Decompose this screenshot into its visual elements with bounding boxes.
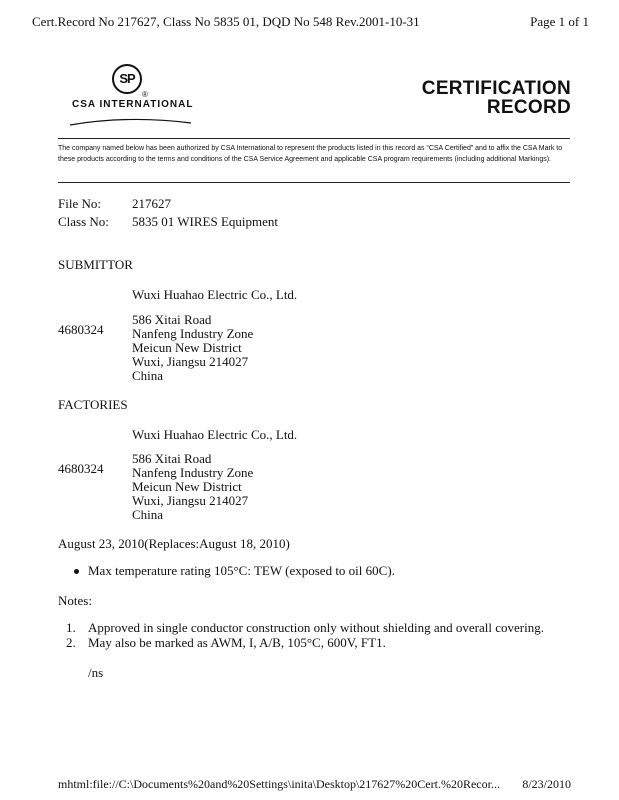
footer-date: 8/23/2010: [522, 777, 571, 791]
logo-org-name: CSA INTERNATIONAL: [72, 99, 194, 110]
submitter-address: [132, 313, 253, 383]
factory-name: Wuxi Huahao Electric Co., Ltd.: [132, 427, 298, 442]
record-date: August 23, 2010(Replaces:August 18, 2010): [58, 536, 290, 551]
author-initials: /ns: [88, 665, 104, 680]
submitter-heading: SUBMITTOR: [58, 257, 133, 272]
temperature-rating: Max temperature rating 105°C: TEW (exposed to oil 60C).: [88, 563, 395, 578]
factory-address: [132, 452, 253, 522]
address-line: Meicun New District: [132, 340, 242, 355]
file-no-label: File No:: [58, 196, 101, 211]
address-line: 586 Xitai Road: [132, 312, 212, 327]
address-line: Meicun New District: [132, 479, 242, 494]
csa-logo: [68, 62, 193, 128]
note-text: May also be marked as AWM, I, A/B, 105°C, 600V, FT1.: [88, 635, 386, 650]
divider-top: [58, 138, 570, 139]
note-number: 2.: [66, 635, 76, 650]
class-no-value: 5835 01 WIRES Equipment: [132, 214, 279, 229]
address-line: China: [132, 507, 164, 522]
logo-swoosh-icon: [68, 114, 193, 128]
submitter-name: Wuxi Huahao Electric Co., Ltd.: [132, 287, 298, 302]
authorization-statement: The company named below has been authorized by CSA International to represent the products listed in this record as “CSA Certified” and to affix the CSA Mark to these products according to the terms and conditions of the CSA Service Agreement and applicable CSA program requirements (including additional Markings).: [58, 145, 563, 163]
csa-mark-icon: SP: [112, 64, 142, 94]
bullet-icon: [74, 569, 79, 574]
address-line: Nanfeng Industry Zone: [132, 465, 254, 480]
address-line: Nanfeng Industry Zone: [132, 326, 254, 341]
record-title: RECORD: [486, 97, 571, 118]
address-line: Wuxi, Jiangsu 214027: [132, 354, 249, 369]
record-header: Cert.Record No 217627, Class No 5835 01, DQD No 548 Rev.2001-10-31: [32, 14, 420, 29]
address-line: China: [132, 368, 164, 383]
address-line: 586 Xitai Road: [132, 451, 212, 466]
footer-file-path: mhtml:file://C:\Documents%20and%20Settings\inita\Desktop\217627%20Cert.%20Recor...: [58, 777, 500, 791]
notes-heading: Notes:: [58, 593, 92, 608]
class-no-label: Class No:: [58, 214, 109, 229]
address-line: Wuxi, Jiangsu 214027: [132, 493, 249, 508]
page-number: Page 1 of 1: [530, 14, 589, 29]
submitter-id: 4680324: [58, 322, 104, 337]
registered-mark: ®: [142, 90, 148, 99]
file-no-value: 217627: [132, 196, 171, 211]
factory-id: 4680324: [58, 461, 104, 476]
divider-bottom: [58, 182, 570, 183]
certification-title: CERTIFICATION: [421, 78, 571, 99]
factories-heading: FACTORIES: [58, 397, 128, 412]
note-number: 1.: [66, 620, 76, 635]
note-text: Approved in single conductor construction only without shielding and overall covering.: [88, 620, 544, 635]
